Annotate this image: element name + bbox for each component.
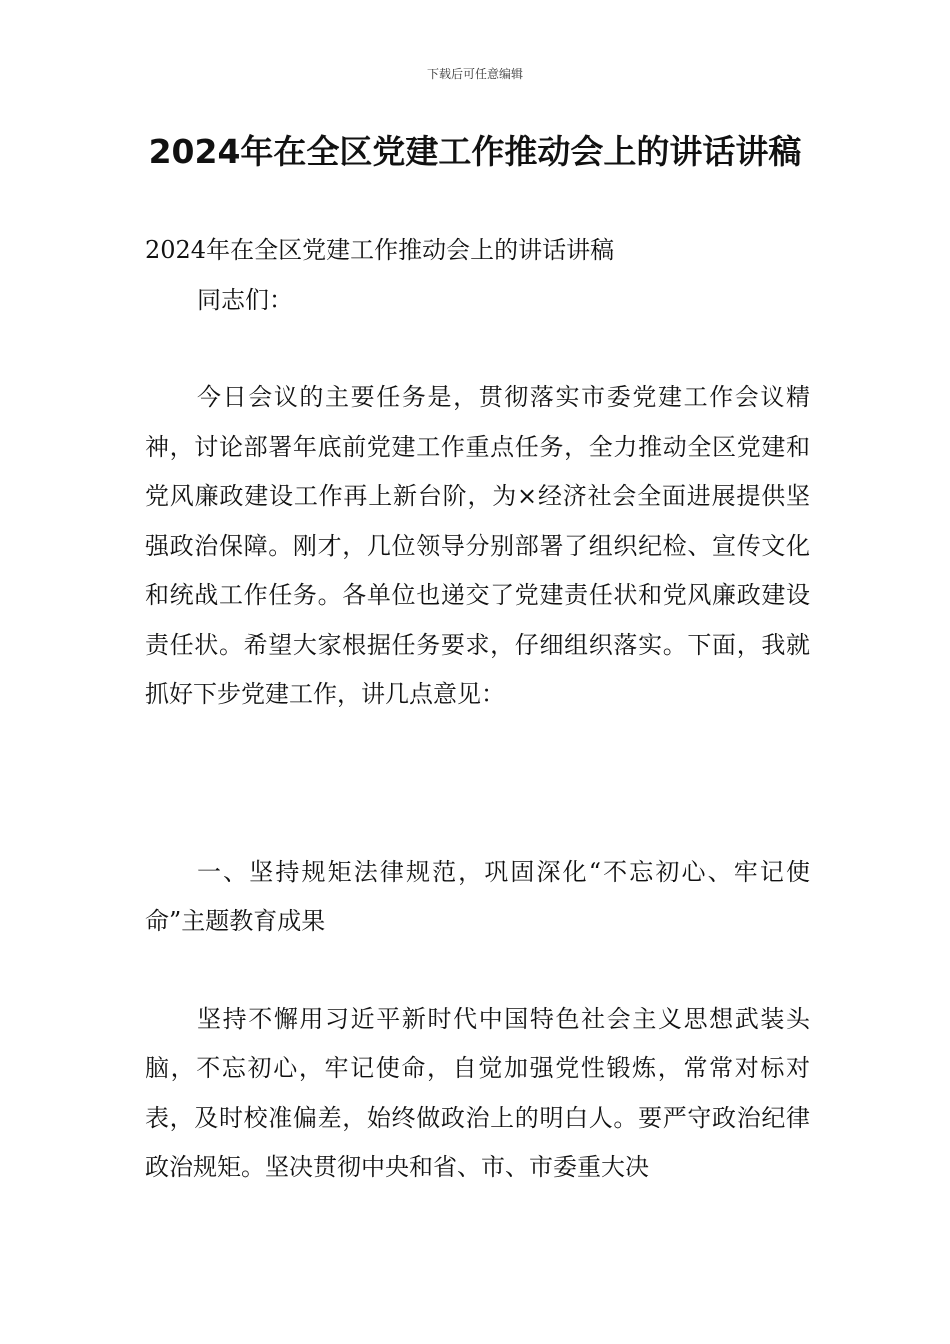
section-heading-1: 一、坚持规矩法律规范，巩固深化“不忘初心、牢记使命”主题教育成果 (145, 857, 810, 935)
document-title: 2024年在全区党建工作推动会上的讲话讲稿 (148, 132, 802, 171)
paragraph-intro: 今日会议的主要任务是，贯彻落实市委党建工作会议精神，讨论部署年底前党建工作重点任务，全力推动全区党建和党风廉政建设工作再上新台阶，为×经济社会全面进展提供坚强政治保障。刚才，几位领导分别部署了组织纪检、宣传文化和统战工作任务。各单位也递交了党建责任状和党风廉政建设责任状。希望大家根据任务要求，仔细组织落实。下面，我就抓好下步党建工作，讲几点意见： (145, 383, 810, 708)
paragraph-spacer (145, 720, 810, 848)
paragraph-section-1: 坚持不懈用习近平新时代中国特色社会主义思想武装头脑，不忘初心，牢记使命，自觉加强党性锻炼，常常对标对表，及时校准偏差，始终做政治上的明白人。要严守政治纪律政治规矩。坚决贯彻中央和省、市、市委重大决 (145, 1004, 810, 1181)
document-body (145, 226, 810, 1193)
paragraph-spacer (145, 325, 810, 373)
paragraph-spacer (145, 947, 810, 995)
page-header-note: 下载后可任意编辑 (426, 67, 523, 81)
greeting: 同志们： (197, 285, 293, 314)
document-subtitle: 2024年在全区党建工作推动会上的讲话讲稿 (145, 236, 615, 264)
